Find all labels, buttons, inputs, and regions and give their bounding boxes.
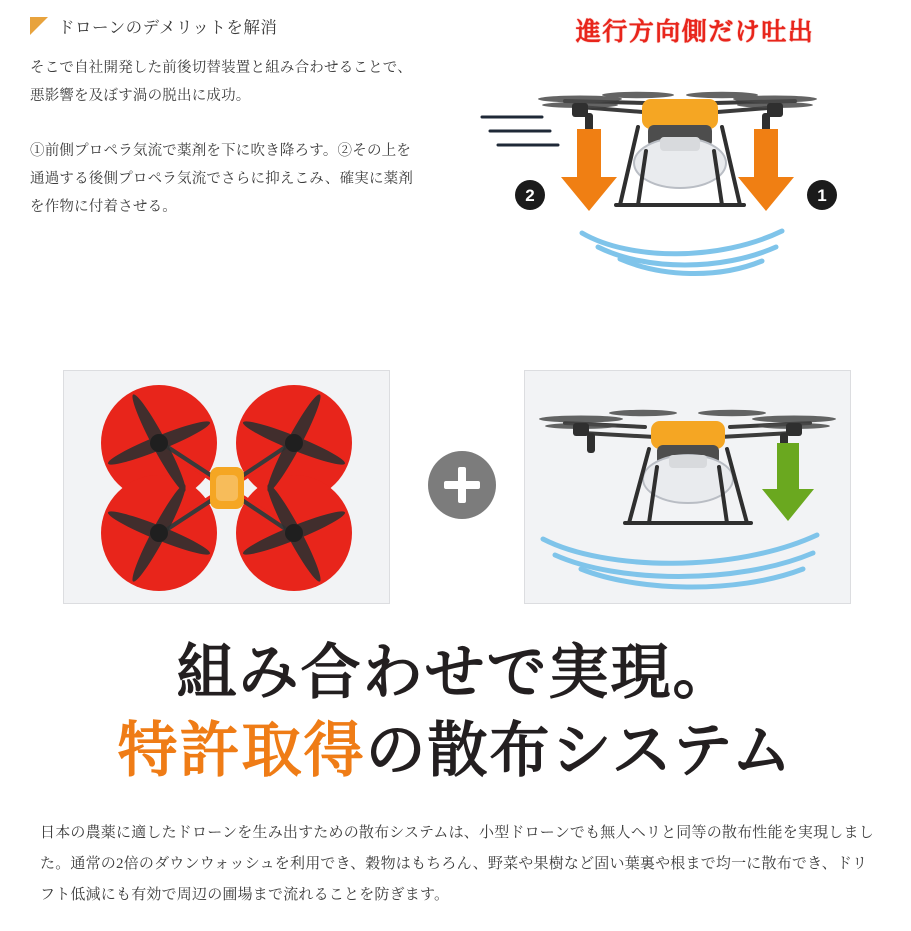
svg-text:1: 1 xyxy=(817,186,827,205)
section-heading-row xyxy=(30,14,420,38)
hero-title: 進行方向側だけ吐出 xyxy=(575,18,815,46)
green-spray-arrow xyxy=(762,443,814,521)
plus-icon xyxy=(428,451,496,519)
propeller-disc-diagram-svg xyxy=(64,371,389,603)
drone-spray-diagram-svg xyxy=(470,55,890,285)
triangle-bullet-icon xyxy=(30,17,48,35)
section-heading: ドローンのデメリットを解消 xyxy=(58,18,278,37)
headline-highlight: 特許取得 xyxy=(117,717,366,784)
headline-line-1: 組み合わせで実現。 xyxy=(176,639,735,706)
panel-downwash xyxy=(524,370,851,604)
intro-paragraph-1: そこで自社開発した前後切替装置と組み合わせることで、悪影響を及ぼす渦の脱出に成功。 xyxy=(30,60,412,105)
headline-line-2 xyxy=(0,703,911,789)
description-paragraph: 日本の農薬に適したドローンを生み出すための散布システムは、小型ドローンでも無人ヘリと同等の散布性能を実現しました。通常の2倍のダウンウォッシュを利用でき、穀物はもちろん、野菜や果樹など固い葉裏や根まで均一に散布でき、ドリフト低減にも有効で周辺の圃場まで流れることを防ぎます。 xyxy=(40,825,874,903)
intro-text-block xyxy=(30,14,420,221)
svg-text:2: 2 xyxy=(525,186,535,205)
intro-paragraph-2: ①前側プロペラ気流で薬剤を下に吹き降ろす。②その上を通過する後側プロペラ気流でさらに抑えこみ、確実に薬剤を作物に付着させる。 xyxy=(30,142,414,216)
badge-1-icon xyxy=(807,180,837,210)
drone-downwash-diagram-svg xyxy=(525,371,850,603)
comparison-panels xyxy=(0,370,911,615)
panel-propeller-discs xyxy=(63,370,390,604)
headline-rest: の散布システム xyxy=(365,717,794,784)
hero-drone-illustration xyxy=(470,55,890,285)
badge-2-icon xyxy=(515,180,545,210)
